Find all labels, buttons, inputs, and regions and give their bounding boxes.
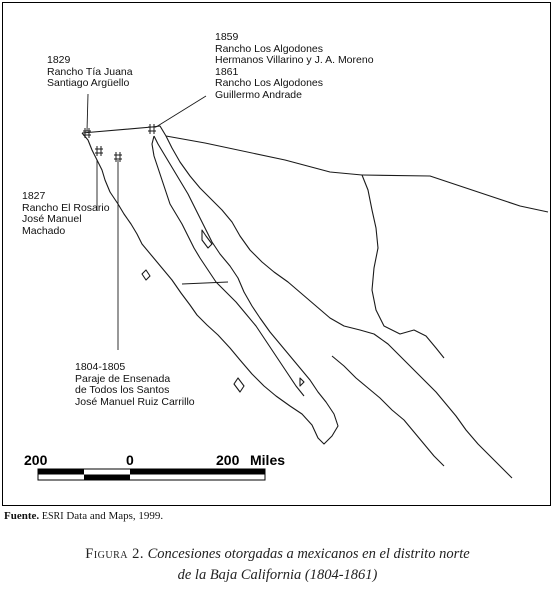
mark-1827 xyxy=(95,146,103,156)
scale-bar xyxy=(38,469,265,480)
figure-caption-line1: Figura 2. Concesiones otorgadas a mexicanos en el distrito norte xyxy=(85,546,470,562)
leader-1859 xyxy=(156,96,206,127)
sonora-coast xyxy=(166,136,512,478)
gulf-coast-baja xyxy=(152,136,304,396)
chihuahua-border xyxy=(362,175,548,212)
leader-1829 xyxy=(87,94,88,131)
scale-label-right: 200 xyxy=(216,452,240,468)
scale-label-mid: 0 xyxy=(126,452,134,468)
sinaloa-coast xyxy=(332,356,444,466)
label-1827: 1827 Rancho El Rosario José Manuel Machado xyxy=(22,190,110,237)
sonora-chihuahua-border xyxy=(362,175,444,358)
international-border xyxy=(82,126,362,175)
island-angel xyxy=(142,270,150,280)
island-small xyxy=(300,378,304,386)
mark-1859a xyxy=(148,124,156,134)
scale-label-left: 200 xyxy=(24,452,48,468)
label-1859-1861: 1859 Rancho Los Algodones Hermanos Villarino y J. A. Moreno 1861 Rancho Los Algodones Guillermo Andrade xyxy=(215,31,374,101)
label-1804-1805: 1804-1805 Paraje de Ensenada de Todos los Santos José Manuel Ruiz Carrillo xyxy=(75,361,195,408)
scale-unit: Miles xyxy=(250,452,286,468)
figure-caption-line2: de la Baja California (1804-1861) xyxy=(177,567,378,583)
source-note: Fuente. ESRI Data and Maps, 1999. xyxy=(4,510,164,522)
baja-state-line xyxy=(182,282,228,284)
island-cedros xyxy=(234,378,244,392)
label-1829: 1829 Rancho Tía Juana Santiago Argüello xyxy=(47,54,133,89)
